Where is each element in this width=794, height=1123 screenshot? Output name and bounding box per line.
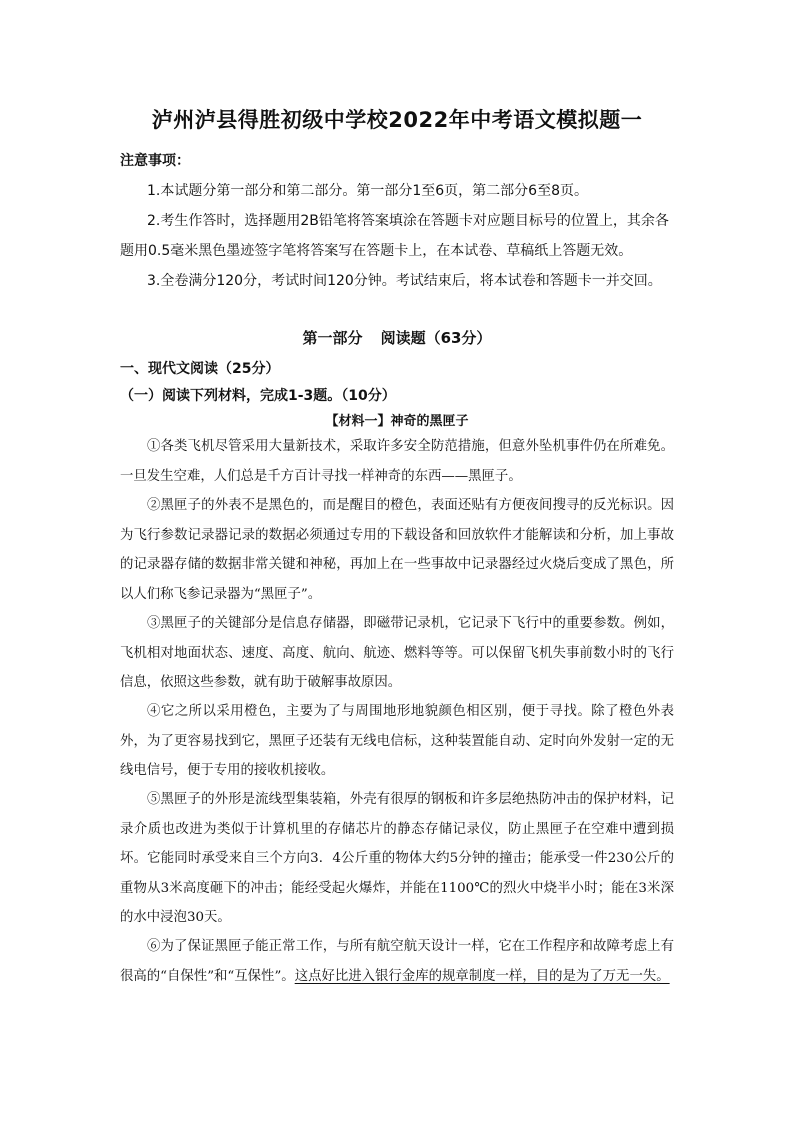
exam-title: 泸州泸县得胜初级中学校2022年中考语文模拟题一 <box>151 108 643 132</box>
notice-item-3: 3.全卷满分120分，考试时间120分钟。考试结束后，将本试卷和答题卡一并交回。 <box>147 273 662 289</box>
part-one-name: 第一部分 <box>302 329 363 347</box>
section-one-subheading: （一）阅读下列材料，完成1-3题。（10分） <box>120 388 396 404</box>
section-one-heading: 一、现代文阅读（25分） <box>120 361 280 377</box>
notice-item-2: 2.考生作答时，选择题用2B铅笔将答案填涂在答题卡对应题目标号的位置上，其余各 <box>147 213 669 229</box>
material-paragraph-1: ①各类飞机尽管采用大量新技术，采取许多安全防范措施，但意外坠机事件仍在所难免。一旦发生空难，人们总是千方百计寻找一样神奇的东西——黑匣子。 <box>120 439 674 484</box>
material-paragraph-5: ⑤黑匣子的外形是流线型集装箱，外壳有很厚的钢板和许多层绝热防冲击的保护材料，记录介质也改进为类似于计算机里的存储芯片的静态存储记录仪，防止黑匣子在空难中遭到损坏。它能同时承受来自三个方向3．4公斤重的物体大约5分钟的撞击；能承受一件230公斤的重物从3米高度砸下的冲击；能经受起火爆炸，并能在1100℃的烈火中烧半小时；能在3米深的水中浸泡30天。 <box>120 792 674 925</box>
notice-item-1: 1.本试题分第一部分和第二部分。第一部分1至6页，第二部分6至8页。 <box>147 183 588 199</box>
part-one-subtitle: 阅读题（63分） <box>380 329 492 347</box>
material-paragraph-2: ②黑匣子的外表不是黑色的，而是醒目的橙色，表面还贴有方便夜间搜寻的反光标识。因为飞行参数记录器记录的数据必须通过专用的下载设备和回放软件才能解读和分析，加上事故的记录器存储的数据非常关键和神秘，再加上在一些事故中记录器经过火烧后变成了黑色，所以人们称飞参记录器为“黑匣子”。 <box>120 498 674 602</box>
material-paragraph-3: ③黑匣子的关键部分是信息存储器，即磁带记录机，它记录下飞行中的重要参数。例如，飞机相对地面状态、速度、高度、航向、航迹、燃料等等。可以保留飞机失事前数小时的飞行信息，依照这些参数，就有助于破解事故原因。 <box>120 616 674 690</box>
underlined-sentence: 这点好比进入银行金库的规章制度一样，目的是为了万无一失。 <box>294 968 670 984</box>
notice-item-2-continued: 题用0.5毫米黑色墨迹签字笔将答案写在答题卡上，在本试卷、草稿纸上答题无效。 <box>120 243 633 259</box>
notice-heading: 注意事项： <box>120 153 190 169</box>
material-one-title: 【材料一】神奇的黑匣子 <box>325 414 469 429</box>
paragraph-6-lead: ⑥为了保证黑匣子能正常工作，与所有航空航天设计一样，它在工作程序和故障考虑上有很高的“自保性”和“互保性”。 <box>120 939 674 984</box>
material-paragraph-4: ④它之所以采用橙色，主要为了与周围地形地貌颜色相区别，便于寻找。除了橙色外表外，为了更容易找到它，黑匣子还装有无线电信标，这种装置能自动、定时向外发射一定的无线电信号，便于专用的接收机接收。 <box>120 704 674 778</box>
material-paragraph-6 <box>120 932 674 991</box>
part-one-heading <box>0 327 794 348</box>
